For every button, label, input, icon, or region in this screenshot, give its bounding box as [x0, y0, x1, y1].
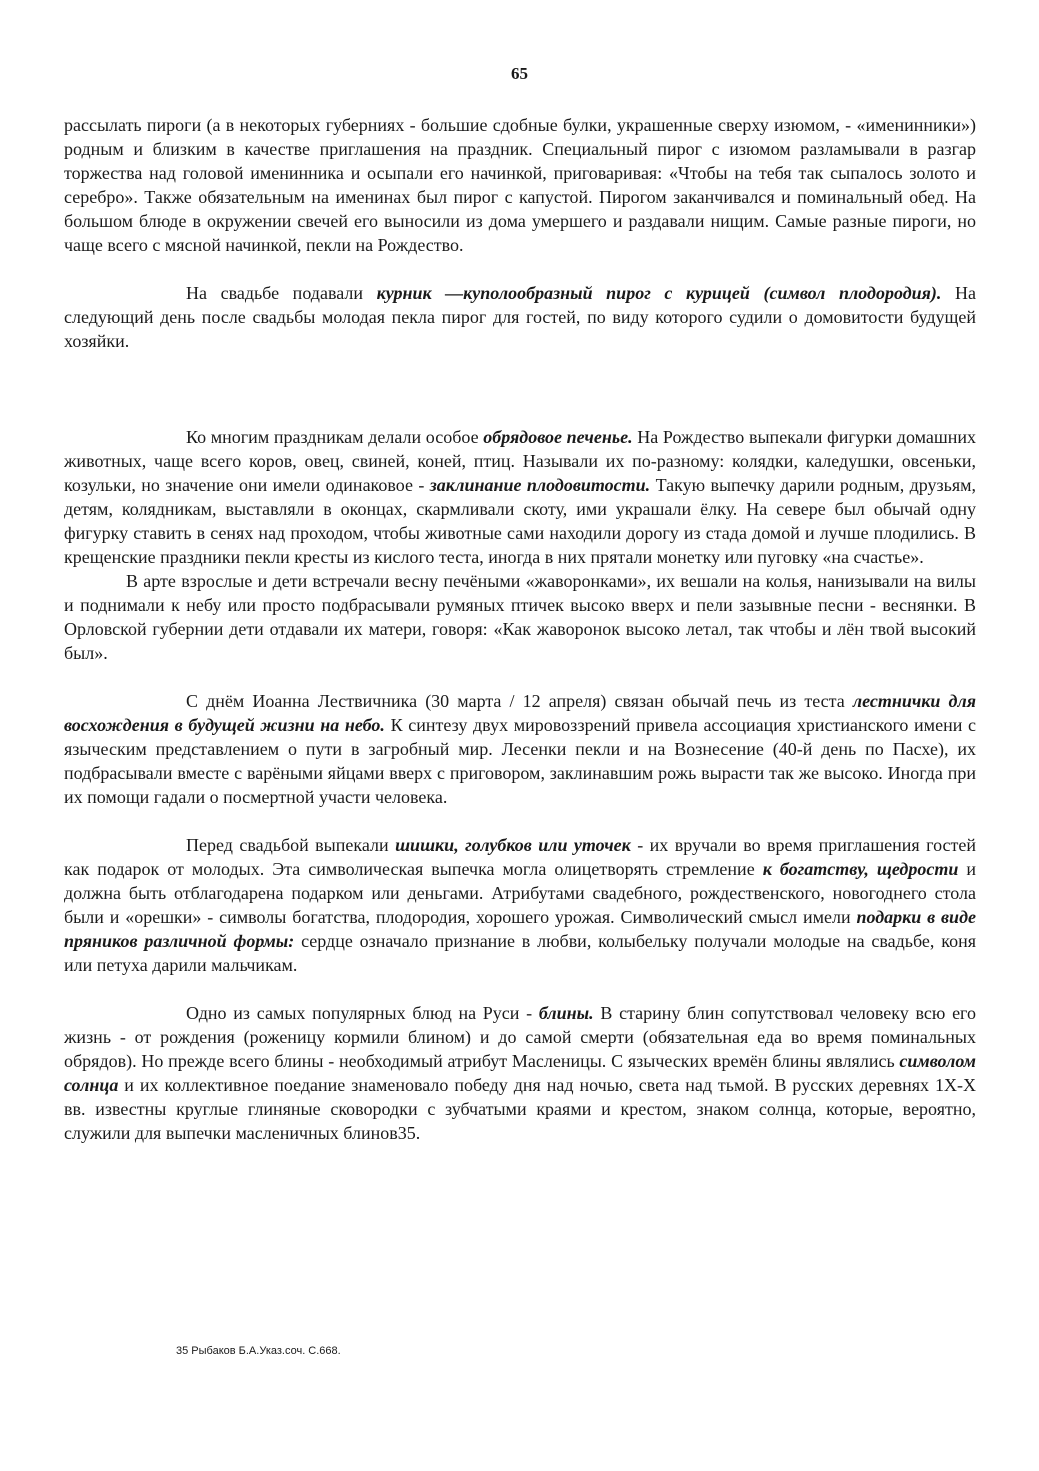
emphasis-cones-doves: шишки, голубков или уточек: [395, 835, 631, 855]
paragraph-kurnik: На свадьбе подавали курник —куполообразный пирог с курицей (символ плодородия). На следующий день после свадьбы молодая пекла пирог для гостей, по виду которого судили о домовитости будущей хозяйки.: [64, 283, 977, 351]
paragraph-blini: Одно из самых популярных блюд на Руси - блины. В старину блин сопутствовал человеку всю его жизнь - от рождения (роженицу кормили блином) и до самой смерти (обязательная еда во время поминальных обрядов). Но прежде всего блины - необходимый атрибут Масленицы. С языческих времён блины являлись символом солнца и их коллективное поедание знаменовало победу дня над ночью, света над тьмой. В русских деревнях 1Х-Х вв. известны круглые глиняные сковородки с зубчатыми краями и крестом, знаком солнца, которые, вероятно, служили для выпечки масленичных блинов35.: [64, 1003, 976, 1143]
emphasis-sun-symbol: символом солнца: [64, 1051, 976, 1095]
paragraph-ladders: С днём Иоанна Лествичника (30 марта / 12 апреля) связан обычай печь из теста лестнички для восхождения в будущей жизни на небо. К синтезу двух мировоззрений привела ассоциация христианского имени с языческим представлением о пути в загробный мир. Лесенки пекли и на Вознесение (40-й день по Пасхе), их подбрасывали вместе с варёными яйцами вверх с приговором, заклинавшим рожь вырасти так же высоко. Иногда при их помощи гадали о посмертной участи человека.: [64, 691, 976, 807]
paragraph-larks: В арте взрослые и дети встречали весну печёными «жаворонками», их вешали на колья, нанизывали на вилы и поднимали к небу или просто подбрасывали румяных птичек высоко вверх и пели зазывные песни - веснянки. В Орловской губернии дети отдавали их матери, говоря: «Как жаворонок высоко летал, так чтобы и лён твой высокий был».: [64, 571, 976, 663]
emphasis-fertility-spell: заклинание плодовитости.: [429, 475, 651, 495]
emphasis-ritual-cookies: обрядовое печенье.: [483, 427, 633, 447]
paragraph-ritual-cookies: Ко многим праздникам делали особое обрядовое печенье. На Рождество выпекали фигурки домашних животных, чаще всего коров, овец, свиней, коней, птиц. Называли их по-разному: колядки, каледушки, овсеньки, козульки, но значение они имели одинаковое - заклинание плодовитости. Такую выпечку дарили родным, друзьям, детям, колядникам, выставляли в оконцах, скармливали скоту, ими украшали ёлку. На севере был обычай одну фигурку ставить в сенях над проходом, чтобы животные сами находили дорогу из стада домой и лучше плодились. В крещенские праздники пекли кресты из кислого теста, иногда в них прятали монетку или пуговку «на счастье».: [64, 427, 977, 567]
emphasis-blini: блины.: [538, 1003, 594, 1023]
emphasis-ladders: лестнички для восхождения в будущей жизни на небо.: [64, 691, 976, 735]
page-number: 65: [511, 64, 528, 83]
emphasis-wealth: к богатству, щедрости: [762, 859, 959, 879]
paragraph-pies: рассылать пироги (а в некоторых губерниях - большие сдобные булки, украшенные сверху изюмом, - «именинники») родным и близким в качестве приглашения на праздник. Специальный пирог с изюмом разламывали в разгар торжества над головой именинника и осыпали его начинкой, приговаривая: «Чтобы на тебя так сыпалось золото и серебро». Также обязательным на именинах был пирог с капустой. Пирогом заканчивался и поминальный обед. На большом блюде в окружении свечей его выносили из дома умершего и раздавали нищим. Самые разные пироги, но чаще всего с мясной начинкой, пекли на Рождество.: [64, 115, 976, 255]
emphasis-gingerbread: подарки в виде пряников различной формы:: [64, 907, 976, 951]
paragraph-wedding-baking: Перед свадьбой выпекали шишки, голубков или уточек - их вручали во время приглашения гостей как подарок от молодых. Эта символическая выпечка могла олицетворять стремление к богатству, щедрости и должна быть отблагодарена подарком или деньгами. Атрибутами свадебного, рождественского, новогоднего стола были и «орешки» - символы богатства, плодородия, хорошего урожая. Символический смысл имели подарки в виде пряников различной формы: сердце означало признание в любви, колыбельку получали молодые на свадьбе, коня или петуха дарили мальчикам.: [64, 835, 977, 975]
document-body: [64, 113, 976, 1145]
footnote: 35 Рыбаков Б.А.Указ.соч. С.668.: [176, 1345, 341, 1357]
emphasis-kurnik: курник —куполообразный пирог с курицей (символ плодородия).: [376, 283, 942, 303]
